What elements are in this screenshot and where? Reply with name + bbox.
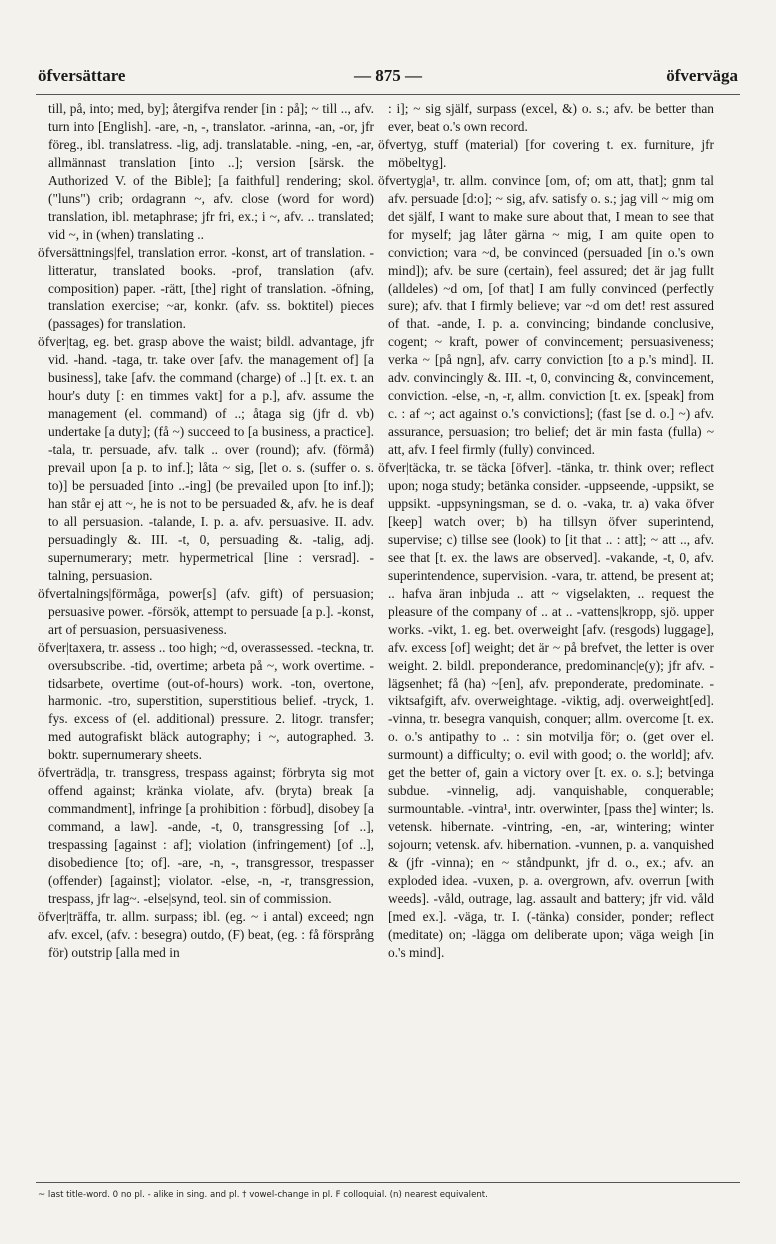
dictionary-entry: öfver|täcka, tr. se täcka [öfver]. -tänka, tr. think over; reflect upon; noga study; betänka consider. -uppseende, -uppsikt, se uppsikt. -uppsyningsman, se d. o. -vaka, tr. a) vaka öfver [keep] watch over; b) ha tillsyn öfver superintend, supervise; c) tillse see (look) to [it that .. : att]; ~ att .., afv. see that [t. ex. the laws are observed]. -vakande, -t, 0, afv. superintendence, supervision. -vara, tr. attend, be present at; .. hafva äran inbjuda .. att ~ vigselakten, .. request the pleasure of the company of .. at .. -vattens|kropp, sjö. upper works. -vikt, 1. eg. bet. overweight [afv. (resgods) luggage], afv. excess [of] weight; det är ~ på brefvet, the letter is over weight. 2. bildl. preponderance, predominanc|e(y); jfr afv. -lägsenhet; få (ha) ~[en], afv. preponderate, predominate. -viktsafgift, afv. overweightage. -viktig, adj. overweight[ed]. -vinna, tr. besegra vanquish, conquer; allm. overcome [t. ex. o. o.'s antipathy to .. : sin motvilja för; o. (get over el. surmount) a difficulty; o. evil with good; o. the world]; afv. get the better of, gain a victory over [t. ex. o. s.]; betvinga subdue. -vinnelig, adj. vanquishable, conquerable; surmountable. -vintra¹, intr. overwinter, [pass the] winter; ls. vetensk. hibernate. -vintring, -en, -ar, wintering; winter sojourn; vetensk. afv. hibernation. -vunnen, p. a. vanquished & (jfr -vinna); en ~ ståndpunkt, jfr d. o., ex.; afv. an exploded idea. -vuxen, p. a. overgrown, afv. overrun [with weeds]. -våld, outrage, lag. assault and battery; jfr vid. våld [med ex.]. -väga, tr. I. (-tänka) consider, ponder; reflect (meditate) on; -lägga om deliberate upon; väga weigh [in o.'s mind].	[378, 460, 714, 960]
dictionary-entry: öfverträd|a, tr. transgress, trespass against; förbryta sig mot offend against; kränka violate, afv. (bryta) break [a commandment], infringe [a prohibition : förbud], disobey [a command, a law]. -ande, -t, 0, transgressing [of ..], trespassing [against : af]; violation (infringement) [of ..], disobedience [to; of]. -are, -n, -, transgressor, trespasser (offender) [against]; violator. -else, -n, -r, transgression, trespass, jfr lag~. -else|synd, teol. sin of commission.	[38, 765, 374, 906]
dictionary-entry: till, på, into; med, by]; återgifva render [in : på]; ~ till .., afv. turn into [English]. -are, -n, -, translator. -arinna, -an, -or, jfr föreg., ibl. translatress. -lig, adj. translatable. -ning, -en, -ar, allmännast translation [into ..]; version [särsk. the Authorized V. of the Bible]; [a faithful] rendering; skol. ("luns") crib; ordagrann ~, afv. close (word for word) translation, ibl. metaphrase; jfr fri, ex.; i ~, afv. .. translated; vid ~, in (when) translating ..	[48, 101, 374, 242]
left-column	[38, 100, 374, 1176]
header-left-guide-word: öfversättare	[38, 66, 126, 85]
dictionary-entry: öfver|träffa, tr. allm. surpass; ibl. (eg. ~ i antal) exceed; ngn afv. excel, (afv. : besegra) outdo, (F) beat, (eg. : få försprång för) outstrip [alla med in	[38, 908, 374, 960]
page-header	[38, 66, 738, 90]
abbreviation-key: ~ last title-word. 0 no pl. - alike in sing. and pl. † vowel-change in pl. F colloquial. (n) nearest equivalent.	[38, 1190, 488, 1200]
dictionary-entry: öfver|tag, eg. bet. grasp above the waist; bildl. advantage, jfr vid. -hand. -taga, tr. take over [afv. the management of] [a business], take [afv. the command (charge) of ..] [t. ex. t. an hour's duty [: en timmes vakt] for a p.], afv. assume the management (el. command) of ..; åtaga sig (jfr d. vb) undertake [a duty]; (få ~) succeed to [a business, a practice]. -tala, tr. persuade, afv. talk .. over (round); afv. (förmå) prevail upon [a p. to inf.]; låta ~ sig, [let o. s. (suffer o. s. to)] be persuaded [into ..-ing] (be prevailed upon [to inf.]); han står ej att ~, he is not to be persuaded &, afv. he is deaf to all persuasion. -talande, I. p. a. afv. persuasive. II. adv. persuadingly &. III. -t, 0, persuading &. -talig, adj. supernumerary; metr. hypermetrical [line : versrad]. -talning, persuasion.	[38, 334, 374, 583]
dictionary-entry: öfversättnings|fel, translation error. -konst, art of translation. -litteratur, translated books. -prof, translation (afv. composition) paper. -rätt, [the] right of translation. -öfning, translation exercise; ~ar, konkr. (afv. ss. boktitel) pieces (passages) for translation.	[38, 244, 374, 332]
right-column	[378, 100, 714, 1176]
dictionary-entry: öfvertalnings|förmåga, power[s] (afv. gift) of persuasion; persuasive power. -försök, attempt to persuade [a p.]. -konst, art of persuasion, persuasiveness.	[38, 585, 374, 637]
dictionary-entry: öfvertyg|a¹, tr. allm. convince [om, of; om att, that]; gnm tal afv. persuade [d:o]; ~ sig, afv. satisfy o. s.; jag vill ~ mig om det själf, I want to make sure about that, I mean to see that for myself; jag låter gärna ~ mig, I am quite open to conviction; vara ~d, be convinced (persuaded [in o.'s own mind]); afv. be sure (certain), feel assured; det är jag fullt (alldeles) ~d om, [of that] I am fully convinced (perfectly sure); afv. that I firmly believe; var ~d om det! rest assured of that. -ande, I. p. a. convincing; bindande conclusive, cogent; ~ kraft, power of convincement; persuasiveness; verka ~ [på ngn], afv. carry conviction [to a p.'s mind]. II. adv. convincingly &. III. -t, 0, convincing &, convincement, conviction. -else, -n, -r, allm. conviction [t. ex. [speak] from c. : af ~; act against o.'s convictions]; (fast [se d. o.] ~) afv. assurance, persuasion; tro belief; det är min fasta (fulla) ~ att, afv. I feel firmly (fully) convinced.	[378, 172, 714, 458]
page-number: — 875 —	[354, 66, 422, 85]
dictionary-entry: öfver|taxera, tr. assess .. too high; ~d, overassessed. -teckna, tr. oversubscribe. -tid, overtime; arbeta på ~, work overtime. -tidsarbete, overtime (out-of-hours) work. -ton, overtone, harmonic. -tro, superstition, superstitious belief. -tryck, 1. fys. excess of (el. additional) pressure. 2. litogr. transfer; med autografiskt bläck autography; i ~, autographed. 3. boktr. supernumerary sheets.	[38, 639, 374, 763]
dictionary-entry: öfvertyg, stuff (material) [for covering t. ex. furniture, jfr möbeltyg].	[378, 136, 714, 170]
footer-divider	[36, 1182, 740, 1183]
header-right-guide-word: öfverväga	[666, 66, 738, 85]
header-divider	[36, 94, 740, 95]
dictionary-entry: : i]; ~ sig själf, surpass (excel, &) o. s.; afv. be better than ever, beat o.'s own record.	[388, 101, 714, 134]
